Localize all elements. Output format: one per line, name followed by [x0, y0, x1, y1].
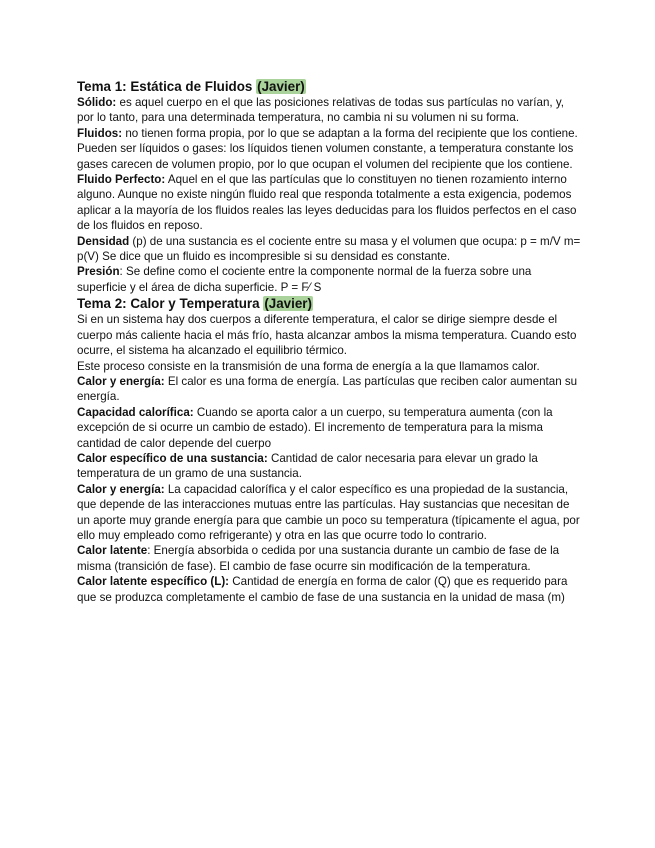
paragraph — [77, 264, 582, 295]
paragraph-text: Cuando se aporta calor a un cuerpo, su temperatura aumenta (con la excepción de si ocurre un cambio de estado). El incremento de temperatura para la misma cantidad de calor depende del cuerpo — [77, 405, 553, 450]
definition-term: Calor y energía: — [77, 374, 165, 388]
definition-term: Calor específico de una sustancia: — [77, 451, 268, 465]
author-highlight: (Javier) — [264, 296, 312, 312]
paragraph — [77, 126, 582, 172]
definition-term: Calor latente — [77, 544, 148, 558]
paragraph-text: : Energía absorbida o cedida por una sustancia durante un cambio de fase de la misma (transición de fase). El cambio de fase ocurre sin modificación de la temperatura. — [77, 544, 560, 573]
paragraph-text: Aquel en el que las partículas que lo constituyen no tienen rozamiento interno alguno. Aunque no existe ningún fluido real que responda totalmente a esta exigencia, podemos aplicar a la mayoría de los fluidos reales las leyes deducidas para los fluidos perfectos en el caso de los fluidos en reposo. — [77, 173, 577, 233]
paragraph — [77, 172, 582, 234]
paragraph-text: Cantidad de energía en forma de calor (Q) que es requerido para que se produzca completamente el cambio de fase de una sustancia en la unidad de masa (m) — [77, 575, 568, 604]
definition-term: Calor y energía: — [77, 482, 165, 496]
paragraph — [77, 312, 582, 358]
author-highlight: (Javier) — [257, 79, 305, 94]
section-heading-tema2 — [77, 295, 582, 312]
document-page — [77, 78, 582, 605]
paragraph-text: El calor es una forma de energía. Las partículas que reciben calor aumentan su energía. — [77, 374, 578, 404]
definition-term: Capacidad calorífica: — [77, 405, 194, 419]
paragraph — [77, 543, 582, 574]
section-title: Tema 1: Estática de Fluidos — [77, 79, 253, 94]
definition-term: Calor latente específico (L): — [77, 575, 230, 589]
section-heading-tema1 — [77, 78, 582, 95]
paragraph-text: : Se define como el cociente entre la componente normal de la fuerza sobre una superficie y el área de dicha superficie. P = F⁄ S — [77, 265, 532, 294]
paragraph — [77, 405, 582, 451]
paragraph-text: no tienen forma propia, por lo que se adaptan a la forma del recipiente que los contiene. Pueden ser líquidos o gases: los líquidos tienen volumen constante, a temperatura constante los gases carecen de volumen propio, por lo que ocupan el volumen del recipiente que los contiene. — [77, 126, 578, 171]
paragraph-text: es aquel cuerpo en el que las posiciones relativas de todas sus partículas no varían, y, por lo tanto, para una determinada temperatura, no cambia ni su volumen ni su forma. — [77, 96, 564, 125]
paragraph — [77, 359, 582, 374]
paragraph-text: Este proceso consiste en la transmisión de una forma de energía a la que llamamos calor. — [77, 359, 540, 373]
definition-term: Presión — [77, 265, 120, 279]
paragraph-text: Cantidad de calor necesaria para elevar un grado la temperatura de un gramo de una sustancia. — [77, 451, 538, 481]
paragraph-text: Si en un sistema hay dos cuerpos a diferente temperatura, el calor se dirige siempre desde el cuerpo más caliente hacia el más frío, hasta alcanzar ambos la misma temperatura. Cuando esto ocurre, el sistema ha alcanzado el equilibrio térmico. — [77, 313, 577, 358]
paragraph — [77, 95, 582, 126]
paragraph — [77, 374, 582, 405]
definition-term: Fluidos: — [77, 126, 123, 140]
definition-term: Sólido: — [77, 96, 117, 109]
paragraph — [77, 234, 582, 265]
section-body-tema2 — [77, 312, 582, 605]
paragraph-text: La capacidad calorífica y el calor específico es una propiedad de la sustancia, que depende de las interacciones mutuas entre las partículas. Hay sustancias que necesitan de un aporte muy grande energía para que cambie un poco su temperatura (típicamente el agua, por ello muy empleado como refrigerante) y otra en las que ocurre todo lo contrario. — [77, 482, 580, 542]
paragraph — [77, 482, 582, 544]
definition-term: Densidad — [77, 234, 130, 248]
paragraph — [77, 574, 582, 605]
section-title: Tema 2: Calor y Temperatura — [77, 296, 260, 312]
paragraph-text: (p) de una sustancia es el cociente entre su masa y el volumen que ocupa: p = m/V m= p(V) Se dice que un fluido es incompresible si su densidad es constante. — [77, 234, 581, 264]
paragraph — [77, 451, 582, 482]
section-body-tema1 — [77, 95, 582, 295]
definition-term: Fluido Perfecto: — [77, 173, 166, 187]
